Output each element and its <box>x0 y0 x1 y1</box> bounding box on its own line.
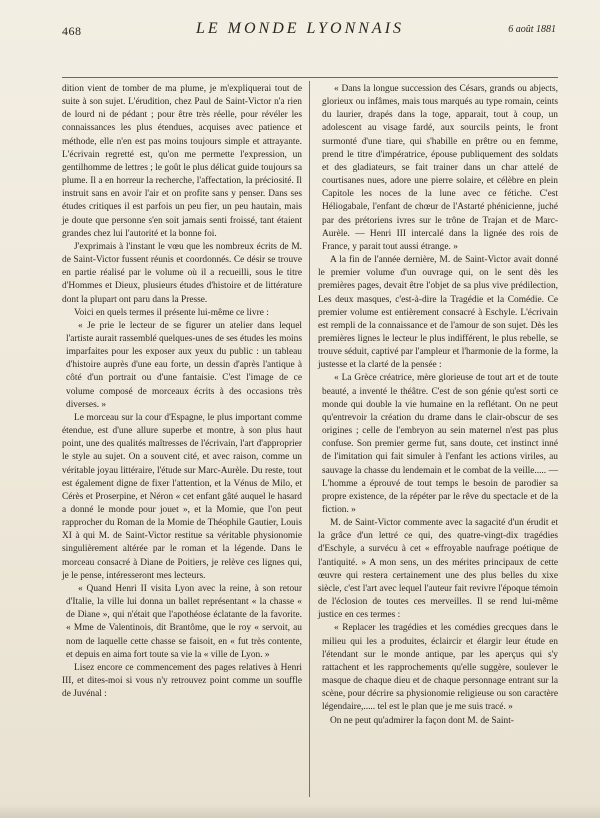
paragraph: A la fin de l'année dernière, M. de Saint-Victor avait donné le premier volume d'un ouvrage qui, on le sent dès les premières pages, devait être l'objet de sa plus vive prédilection, Les deux masques, c'est-à-dire la Tragédie et la Comédie. Ce premier volume est entièrement consacré à Eschyle. L'écrivain est rempli de la connaissance et de l'amour de son sujet. Dès les premières lignes le lecteur le plus indifférent, le plus rebelle, se trouve séduit, captivé par l'ampleur et l'harmonie de la forme, la justesse et la clarté de la pensée : <box>318 255 558 371</box>
quotation: « Replacer les tragédies et les comédies grecques dans le milieu qui les a produites, éclaircir et élargir leur étude en l'étendant sur le monde antique, par les aperçus qui s'y rattachent et les rapprochements qu'elle suggère, soulever le masque de chaque dieu et de chaque personnage entrant sur la scène, pour décrire sa physionomie religieuse ou son caractère légendaire,..... tel est le plan que je me suis tracé. » <box>322 623 558 713</box>
header-rule <box>62 77 558 78</box>
issue-date: 6 août 1881 <box>508 24 556 35</box>
quotation: « Dans la longue succession des Césars, grands ou abjects, glorieux ou infâmes, mais tous marqués au type romain, ceints du laurier, drapés dans la toge, apparait, tout à coup, un adolescent au visage fardé, aux sourcils peints, le front surmonté d'une tiare, qui s'habille en prêtre ou en femme, prend le titre d'impératrice, épouse publiquement des soldats et des gladiateurs, se fait trainer dans un char attelé de courtisanes nues, adore une pierre solaire, et célèbre en plein Capitole les noces de la lune avec ce fétiche. C'est Héliogabale, l'enfant de chœur de l'Astarté phénicienne, juché par des prétoriens ivres sur le trône de Trajan et de Marc-Aurèle. — Henri III intercalé dans la lignée des rois de France, y parait tout aussi étrange. » <box>322 84 558 252</box>
paragraph: M. de Saint-Victor commente avec la sagacité d'un érudit et la grâce d'un lettré ce qui, des quatre-vingt-dix tragédies d'Eschyle, a survécu à cet « effroyable naufrage poétique de l'antiquité. » A mon sens, un des mérites principaux de cette œuvre qui restera certainement une des plus belles du xixe siècle, c'est l'art avec lequel l'auteur fait revivre l'époque témoin de l'éclosion de toutes ces merveilles. Il se rend lui-même justice en ces termes : <box>318 518 558 621</box>
quotation: « La Grèce créatrice, mère glorieuse de tout art et de toute beauté, a inventé le théâtre. C'est de son génie qu'est sorti ce monde qui double la vie humaine en la reflétant. On ne peut qu'entrevoir la création du drame dans le clair-obscur de ses origines ; celle de l'embryon au sein maternel n'est pas plus confuse. Son premier germe fut, sans doute, cet instinct inné de l'imitation qui fait simuler à l'enfant les actions viriles, au sauvage la chasse du lendemain et le combat de la veille..... — L'homme a éprouvé de tout temps le besoin de parodier sa propre existence, de la répéter par le rêve du spectacle et de la fiction. » <box>322 373 558 515</box>
quotation: « Quand Henri II visita Lyon avec la reine, à son retour d'Italie, la ville lui donna un ballet représentant « la chasse « de Diane », qui n'était que l'apothéose éclatante de la favorite. « Mme de Valentinois, dit Brantôme, que le roy « servoit, au nom de laquelle cette chasse se faisoit, en « fut très contente, et depuis en aima fort toute sa vie la « ville de Lyon. » <box>66 583 302 660</box>
paragraph: Lisez encore ce commencement des pages relatives à Henri III, et dites-moi si vous n'y retrouvez point comme un souffle de Juvénal : <box>62 662 302 700</box>
paragraph: J'exprimais à l'instant le vœu que les nombreux écrits de M. de Saint-Victor fussent réunis et coordonnés. Ce désir se trouve en partie réalisé par le volume où il a recueilli, sous le titre d'Hommes et Dieux, plusieurs études d'histoire et de littérature dont la plupart ont paru dans la Presse. <box>62 241 302 305</box>
page-edge-shadow <box>0 804 600 818</box>
paragraph: dition vient de tomber de ma plume, je m'expliquerai tout de suite à son sujet. L'érudition, chez Paul de Saint-Victor n'a rien de lourd ni de pédant ; pour être très réelle, pour révéler les connaissances les plus étendues, acquises avec patience et méthode, elle n'en est pas moins toujours simple et attrayante. L'écrivain regretté est, qu'on me permette l'expression, un gentilhomme de lettres ; le goût le plus délicat guide toujours sa plume. Il a en horreur la recherche, l'affectation, la préciosité. Il instruit sans en avoir l'air et on profite sans y penser. Dans ses études critiques il est parfois un peu fier, un peu hautain, mais je doute que personne s'en soit jamais senti froissé, tant étaient grandes chez lui l'autorité et la bonne foi. <box>62 84 302 239</box>
page-number: 468 <box>62 24 82 38</box>
right-column <box>318 83 558 728</box>
journal-title: LE MONDE LYONNAIS <box>195 20 405 37</box>
column-divider <box>309 81 310 797</box>
page-header <box>40 12 560 52</box>
quotation: « Je prie le lecteur de se figurer un atelier dans lequel l'artiste aurait rassemblé quelques-unes de ses études les moins imparfaites pour les exposer aux yeux du public : un tableau d'histoire auprès d'une eau forte, un dessin d'après l'antique à côté d'un portrait ou d'une fantaisie. C'est l'image de ce volume composé de morceaux écrits à des occasions très diverses. » <box>66 320 303 410</box>
paragraph: Voici en quels termes il présente lui-même ce livre : <box>74 307 269 318</box>
paragraph: On ne peut qu'admirer la façon dont M. de Saint- <box>330 715 514 726</box>
left-column <box>62 83 302 701</box>
paragraph: Le morceau sur la cour d'Espagne, le plus important comme étendue, est d'une allure superbe et montre, à son plus haut point, une des qualités maîtresses de l'écrivain, l'art d'approprier le style au sujet. On a souvent cité, et avec raison, comme un véritable joyau littéraire, l'étude sur Marc-Aurèle. Du reste, tout est également digne de fixer l'attention, et la Vénus de Milo, et Cérès et Proserpine, et Néron « cet enfant gâté auquel le hasard a donné le monde pour jouet », et la Momie, que l'on peut rapprocher du Roman de la Momie de Théophile Gautier, Louis XI à qui M. de Saint-Victor restitue sa véritable physionomie singulièrement altérée par le roman et la légende. Dans le morceau consacré à Diane de Poitiers, je relève ces lignes qui, je le pense, intéresseront mes lecteurs. <box>62 412 302 581</box>
